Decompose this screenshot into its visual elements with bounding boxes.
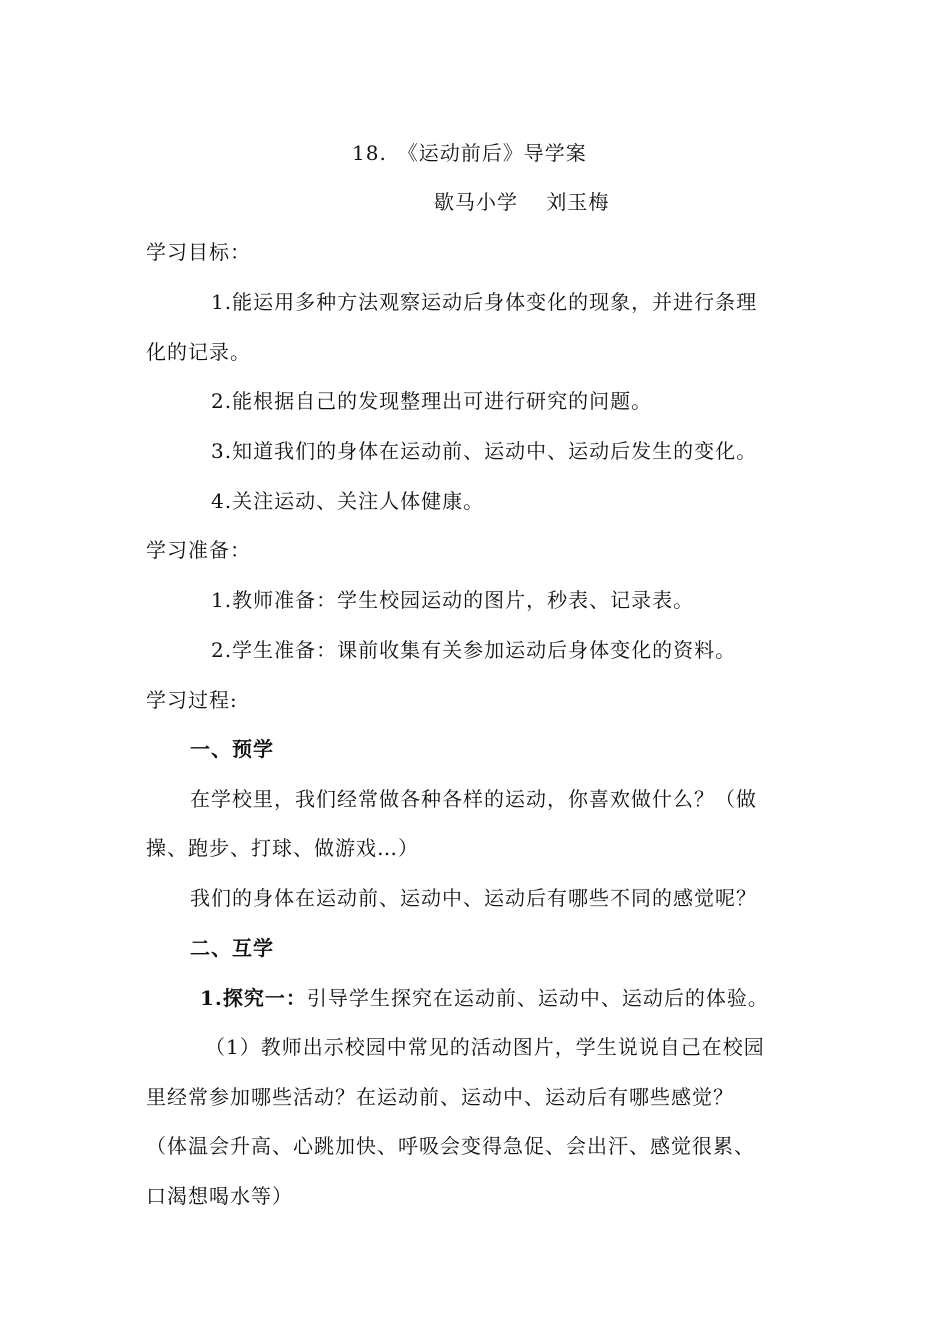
pre-study-para-1-line-2: 操、跑步、打球、做游戏…） — [146, 836, 419, 860]
objective-1-line-1: 1.能运用多种方法观察运动后身体变化的现象，并进行条理 — [211, 290, 758, 314]
objective-1-line-2: 化的记录。 — [146, 340, 251, 364]
mutual-study-heading: 二、互学 — [190, 936, 274, 960]
process-heading: 学习过程: — [146, 688, 238, 712]
objective-3: 3.知道我们的身体在运动前、运动中、运动后发生的变化。 — [211, 439, 758, 463]
step-1-line-2: 里经常参加哪些活动？在运动前、运动中、运动后有哪些感觉？ — [146, 1085, 734, 1109]
preparation-2: 2.学生准备：课前收集有关参加运动后身体变化的资料。 — [211, 638, 737, 662]
explore-1-label: 1.探究一： — [200, 986, 307, 1010]
step-1-line-1: （1）教师出示校园中常见的活动图片，学生说说自己在校园 — [205, 1035, 765, 1059]
explore-1-text: 引导学生探究在运动前、运动中、运动后的体验。 — [306, 986, 769, 1010]
document-title: 18. 《运动前后》导学案 — [352, 141, 587, 165]
preparation-heading: 学习准备： — [146, 538, 251, 562]
document-author: 歇马小学 刘玉梅 — [434, 190, 610, 214]
step-1-line-4: 口渴想喝水等） — [146, 1184, 293, 1208]
pre-study-para-2: 我们的身体在运动前、运动中、运动后有哪些不同的感觉呢？ — [190, 886, 757, 910]
objectives-heading: 学习目标： — [146, 240, 251, 264]
pre-study-para-1-line-1: 在学校里，我们经常做各种各样的运动，你喜欢做什么？（做 — [190, 787, 757, 811]
step-1-line-3: （体温会升高、心跳加快、呼吸会变得急促、会出汗、感觉很累、 — [146, 1134, 755, 1158]
objective-4: 4.关注运动、关注人体健康。 — [211, 489, 485, 513]
preparation-1: 1.教师准备：学生校园运动的图片，秒表、记录表。 — [211, 588, 695, 612]
pre-study-heading: 一、预学 — [190, 737, 274, 761]
objective-2: 2.能根据自己的发现整理出可进行研究的问题。 — [211, 389, 653, 413]
explore-1-line — [200, 986, 769, 1010]
